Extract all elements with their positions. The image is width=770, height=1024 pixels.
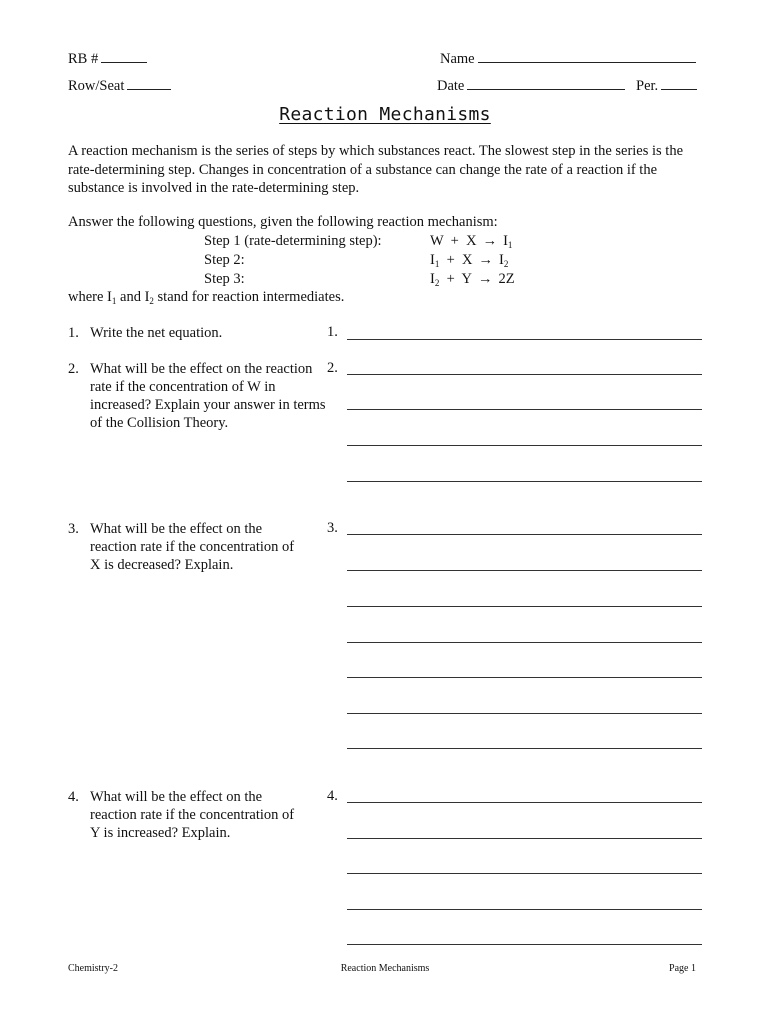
question-3-text: What will be the effect on the reaction rate if the concentration of X is decreased? Explain. [90,521,295,573]
where-text-a: where I [68,289,112,305]
mechanism-lead: Answer the following questions, given the following reaction mechanism: [68,214,498,230]
date-field [437,75,625,95]
name-label: Name [440,51,475,67]
step-2-lhs: I [430,252,435,268]
step-2-equation [430,252,508,269]
answer-4-line-3[interactable] [347,873,702,874]
answer-4-number: 4. [327,788,338,804]
question-2 [68,360,328,432]
question-4 [68,788,328,842]
answer-3-line-2[interactable] [347,570,702,571]
question-1 [68,324,328,342]
answer-2-line-3[interactable] [347,445,702,446]
answer-2-line-1[interactable] [347,374,702,375]
where-sub-2: 2 [149,296,154,306]
answer-3-line-1[interactable] [347,534,702,535]
page-title: Reaction Mechanisms [279,104,491,125]
answer-3-line-7[interactable] [347,748,702,749]
period-field [636,75,697,95]
step-1-rhs-sub: 1 [507,240,513,250]
step-1-equation [430,233,512,250]
step-3-rhs: 2Z [498,271,515,287]
step-2-rhs: I [499,252,504,268]
step-3-label: Step 3: [204,271,245,287]
answer-3-line-5[interactable] [347,677,702,678]
answer-1-line-1[interactable] [347,339,702,340]
name-blank[interactable] [478,48,696,63]
step-3-lhs: I [430,271,435,287]
rb-number-label: RB # [68,51,99,67]
footer-course: Chemistry-2 [68,963,118,974]
step-3-lhs-rest: + Y [439,271,472,287]
row-seat-field [68,75,171,95]
question-1-text: Write the net equation. [90,325,223,341]
footer-page-number: Page 1 [669,963,696,974]
row-seat-label: Row/Seat [68,78,125,94]
row-seat-blank[interactable] [127,75,171,90]
step-1-lhs: W + X [430,233,477,249]
footer-title: Reaction Mechanisms [340,963,430,974]
answer-1-number: 1. [327,324,338,340]
question-4-number: 4. [68,789,79,805]
arrow-icon: → [482,233,498,249]
answer-2-line-2[interactable] [347,409,702,410]
step-2-lhs-sub: 1 [434,259,440,269]
step-3-equation [430,271,515,288]
step-1-rhs: I [503,233,508,249]
name-field [440,48,696,68]
question-3 [68,520,328,574]
step-2-lhs-rest: + X [439,252,473,268]
where-sub-1: 1 [111,296,117,306]
step-2-rhs-sub: 2 [503,259,509,269]
where-text-c: stand for reaction intermediates. [153,289,345,305]
arrow-icon: → [477,271,493,287]
date-label: Date [437,78,465,94]
step-1-label: Step 1 (rate-determining step): [204,233,382,249]
answer-3-number: 3. [327,520,338,536]
answer-4-line-1[interactable] [347,802,702,803]
answer-4-line-2[interactable] [347,838,702,839]
arrow-icon: → [478,252,493,268]
rb-number-field [68,48,147,68]
answer-2-line-4[interactable] [347,481,702,482]
intermediates-note [68,289,344,306]
step-2-label: Step 2: [204,252,245,268]
period-blank[interactable] [661,75,697,90]
answer-4-line-5[interactable] [347,944,702,945]
rb-number-blank[interactable] [101,48,147,63]
step-3-lhs-sub: 2 [434,278,440,288]
question-2-number: 2. [68,361,79,377]
question-1-number: 1. [68,325,79,341]
where-text-b: and I [116,289,150,305]
intro-paragraph: A reaction mechanism is the series of steps by which substances react. The slowest step in the series is the rate-determining step. Changes in concentration of a substance can change the rate of a reaction if the substance is involved in the rate-determining step. [68,143,684,196]
answer-3-line-4[interactable] [347,642,702,643]
answer-3-line-6[interactable] [347,713,702,714]
answer-4-line-4[interactable] [347,909,702,910]
answer-3-line-3[interactable] [347,606,702,607]
question-2-text: What will be the effect on the reaction rate if the concentration of W in increased? Explain your answer in terms of the Collision Theory. [90,361,326,431]
period-label: Per. [636,78,659,94]
question-4-text: What will be the effect on the reaction rate if the concentration of Y is increased? Explain. [90,789,295,841]
answer-2-number: 2. [327,360,338,376]
date-blank[interactable] [467,75,625,90]
question-3-number: 3. [68,521,79,537]
